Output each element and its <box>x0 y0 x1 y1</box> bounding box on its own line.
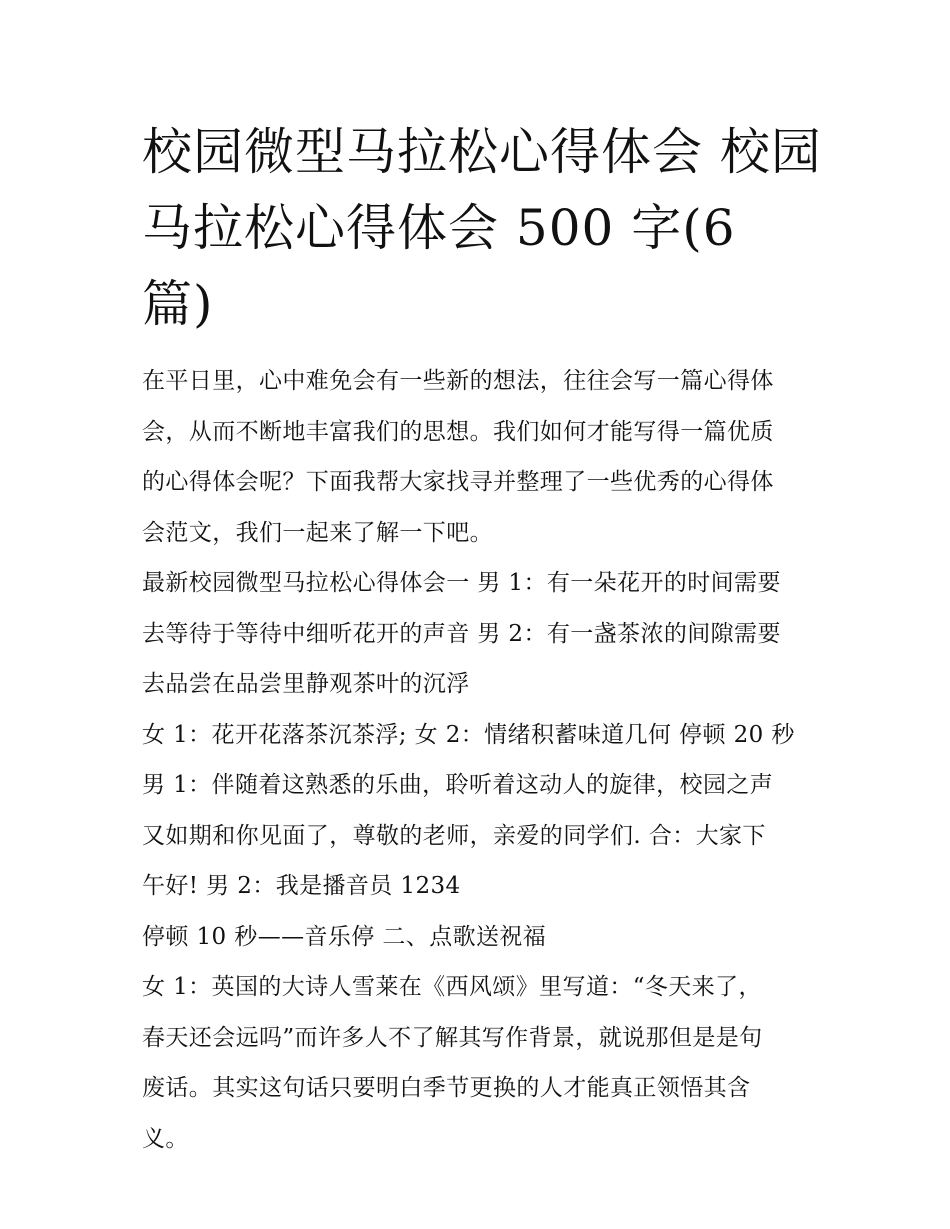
paragraph-dialogue-2: 女 1：花开花落茶沉茶浮; 女 2：情绪积蓄味道几何 停顿 20 秒 男 1：伴随着这熟悉的乐曲，聆听着这动人的旋律，校园之声 又如期和你见面了，尊敬的老师，亲爱的同学们. 合：大家下 午好! 男 2：我是播音员 1234 <box>142 721 795 899</box>
document-title: 校园微型马拉松心得体会 校园 马拉松心得体会 500 字(6 篇) <box>142 123 822 333</box>
paragraph-dialogue-1: 最新校园微型马拉松心得体会一 男 1：有一朵花开的时间需要 去等待于等待中细听花开的声音 男 2：有一盏茶浓的间隙需要 去品尝在品尝里静观茶叶的沉浮 <box>142 570 781 697</box>
document-body <box>142 114 822 1164</box>
paragraph-dialogue-4: 女 1：英国的大诗人雪莱在《西风颂》里写道：“冬天来了， 春天还会远吗”而许多人不了解其写作背景，就说那但是是句 废话。其实这句话只要明白季节更换的人才能真正领悟其含 义。 <box>142 974 763 1152</box>
paragraph-dialogue-3: 停顿 10 秒——音乐停 二、点歌送祝福 <box>142 923 547 950</box>
paragraph-intro: 在平日里，心中难免会有一些新的想法，往往会写一篇心得体 会，从而不断地丰富我们的思想。我们如何才能写得一篇优质 的心得体会呢？下面我帮大家找寻并整理了一些优秀的心得体 会范文，我们一起来了解一下吧。 <box>142 368 774 546</box>
